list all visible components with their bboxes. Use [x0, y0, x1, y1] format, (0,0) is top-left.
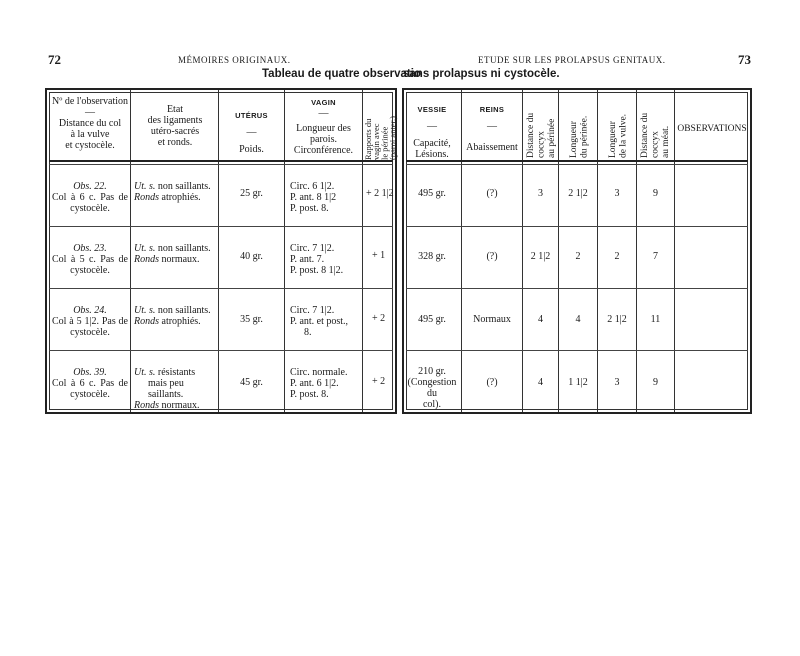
left-page-number: 72 — [48, 52, 61, 67]
table-row-uterus: 35 gr. — [240, 314, 263, 325]
row-divider — [49, 288, 393, 289]
row-divider — [49, 350, 393, 351]
table-row-vagin: Circ. 7 1|2. P. ant. et post., 8. — [290, 305, 349, 338]
header-ligaments: Etat des ligaments utéro-sacrés et ronds. — [147, 104, 203, 148]
table-row-rapports: + 2 — [372, 376, 386, 387]
table-row-ligaments: Ut. s. non saillants. Ronds atrophiés. — [134, 181, 211, 203]
table-row-uterus: 40 gr. — [240, 251, 263, 262]
column-divider — [130, 90, 131, 412]
column-divider — [674, 90, 675, 412]
table-row-longueur-vulve: 2 1|2 — [607, 314, 627, 325]
table-row-longueur-vulve: 3 — [614, 377, 620, 388]
table-row-vessie: 495 gr. — [418, 188, 446, 199]
header-rule — [406, 164, 748, 165]
header-rapports: Rapports du vagin avec le périnée (paroi anter.) — [363, 116, 398, 160]
table-caption-right: sans prolapsus ni cystocèle. — [403, 68, 560, 80]
header-rule — [406, 160, 748, 162]
table-row-coccyx-meat: 9 — [653, 377, 658, 388]
table-row-ligaments: Ut. s. non saillants. Ronds atrophiés. — [134, 305, 211, 327]
table-row-uterus: 25 gr. — [240, 188, 263, 199]
table-row-longueur-vulve: 2 — [614, 251, 620, 262]
table-row-coccyx-perinee: 2 1|2 — [530, 251, 551, 262]
table-row-coccyx-meat: 11 — [650, 314, 661, 325]
header-longueur-vulve: Longueur de la vulve. — [608, 113, 629, 158]
table-row-rapports: + 2 — [372, 313, 386, 324]
left-running-head: MÉMOIRES ORIGINAUX. — [178, 55, 291, 65]
header-vessie: VESSIE — Capacité, Lésions. — [413, 105, 451, 160]
row-divider — [406, 288, 748, 289]
table-row-vessie: 210 gr. (Congestion du col). — [407, 366, 457, 410]
table-row-rapports: + 1 — [372, 250, 386, 261]
table-row-vagin: Circ. normale. P. ant. 6 1|2. P. post. 8. — [290, 367, 348, 400]
table-row-ligaments: Ut. s. résistants mais peu saillants. Ronds normaux. — [134, 367, 200, 411]
header-observations: OBSERVATIONS — [677, 124, 747, 134]
table-row-rapports: + 2 1|2 — [366, 188, 394, 199]
header-coccyx-meat: Distance du coccyx au méat. — [640, 112, 671, 158]
row-divider — [406, 350, 748, 351]
header-uterus: UTÉRUS — Poids. — [235, 111, 268, 155]
table-row-coccyx-perinee: 3 — [538, 188, 543, 199]
table-row-vessie: 328 gr. — [418, 251, 446, 262]
table-row-coccyx-perinee: 4 — [538, 314, 543, 325]
table-row-obs: Obs. 23. Col à 5 c. Pas de cystocèle. — [52, 243, 128, 276]
right-running-head: ETUDE SUR LES PROLAPSUS GENITAUX. — [478, 55, 666, 65]
table-row-longueur-perinee: 1 1|2 — [568, 377, 588, 388]
table-row-reins: Normaux — [473, 314, 511, 325]
table-row-vessie: 495 gr. — [418, 314, 446, 325]
table-row-obs: Obs. 22. Col à 6 c. Pas de cystocèle. — [52, 181, 128, 214]
table-row-vagin: Circ. 6 1|2. P. ant. 8 1|2 P. post. 8. — [290, 181, 337, 214]
header-vagin: VAGIN — Longueur des parois. Circonférence. — [293, 98, 354, 156]
row-divider — [49, 226, 393, 227]
header-observation: Nº de l'observation — Distance du col à la vulve et cystocèle. — [52, 96, 128, 151]
table-caption-left: Tableau de quatre observatio — [262, 68, 421, 80]
header-coccyx-perinee: Distance du coccyx au périnée — [526, 112, 557, 158]
header-rule — [49, 160, 393, 162]
header-longueur-perinee: Longueur du périnée. — [569, 115, 590, 158]
table-row-longueur-perinee: 2 1|2 — [568, 188, 588, 199]
table-row-reins: (?) — [486, 377, 498, 388]
table-row-coccyx-perinee: 4 — [538, 377, 543, 388]
table-row-ligaments: Ut. s. non saillants. Ronds normaux. — [134, 243, 211, 265]
table-row-coccyx-meat: 9 — [653, 188, 658, 199]
header-rule — [49, 164, 393, 165]
row-divider — [406, 226, 748, 227]
table-row-coccyx-meat: 7 — [653, 251, 658, 262]
table-row-longueur-perinee: 4 — [575, 314, 581, 325]
table-row-obs: Obs. 24. Col à 5 1|2. Pas de cystocèle. — [52, 305, 128, 338]
table-row-obs: Obs. 39. Col à 6 c. Pas de cystocèle. — [52, 367, 128, 400]
table-row-vagin: Circ. 7 1|2. P. ant. 7. P. post. 8 1|2. — [290, 243, 344, 276]
table-row-uterus: 45 gr. — [240, 377, 263, 388]
table-row-reins: (?) — [486, 251, 498, 262]
table-row-longueur-perinee: 2 — [575, 251, 581, 262]
header-reins: REINS — Abaissement — [466, 105, 518, 153]
table-row-longueur-vulve: 3 — [614, 188, 620, 199]
table-row-reins: (?) — [486, 188, 498, 199]
right-page-number: 73 — [738, 52, 751, 67]
